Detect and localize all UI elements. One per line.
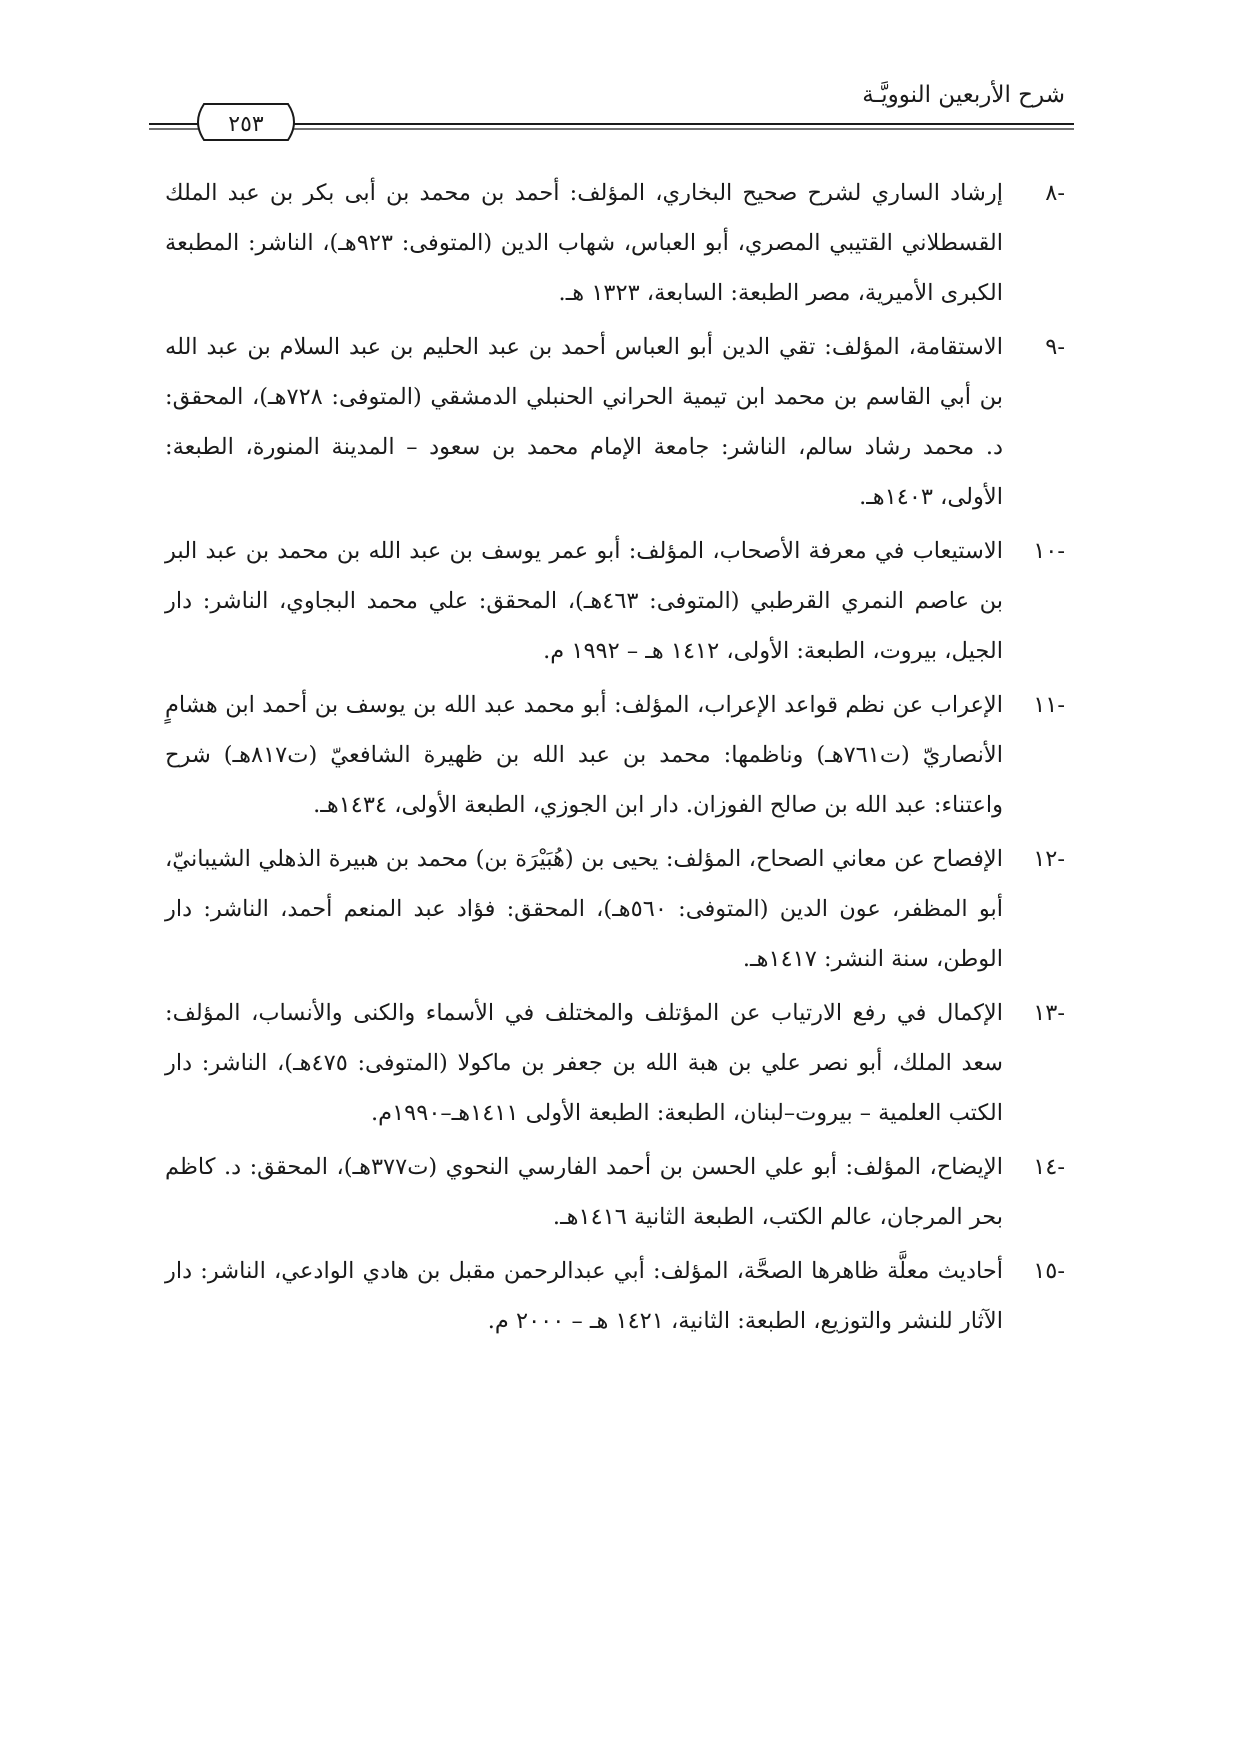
bibliography-entry [165,988,1065,1138]
bibliography-entry [165,680,1065,830]
entry-number: -١٠ [1033,538,1065,564]
bibliography-entry [165,1246,1065,1346]
entry-text: أحاديث معلَّة ظاهرها الصحَّة، المؤلف: أبي عبدالرحمن مقبل بن هادي الوادعي، الناشر: دار الآثار للنشر والتوزيع، الطبعة: الثانية، ١٤٢١ هـ – ٢٠٠٠ م. [165,1258,1003,1334]
entry-text: الإكمال في رفع الارتياب عن المؤتلف والمختلف في الأسماء والكنى والأنساب، المؤلف: سعد الملك، أبو نصر علي بن هبة الله بن جعفر بن ماكولا (المتوفى: ٤٧٥هـ)، الناشر: دار الكتب العلمية – بيروت–لبنان، الطبعة: الطبعة الأولى ١٤١١هـ–١٩٩٠م. [165,1000,1003,1126]
bibliography-entry [165,834,1065,984]
page-number: ٢٥٣ [228,112,264,137]
running-header-title: شرح الأربعين النوويَّـة [862,82,1065,108]
entry-text: الاستيعاب في معرفة الأصحاب، المؤلف: أبو عمر يوسف بن عبد الله بن محمد بن عبد البر بن عاصم النمري القرطبي (المتوفى: ٤٦٣هـ)، المحقق: علي محمد البجاوي، الناشر: دار الجيل، بيروت، الطبعة: الأولى، ١٤١٢ هـ – ١٩٩٢ م. [165,538,1003,664]
entry-number: -١٣ [1033,1000,1065,1026]
entry-text: الإيضاح، المؤلف: أبو علي الحسن بن أحمد الفارسي النحوي (ت٣٧٧هـ)، المحقق: د. كاظم بحر المرجان، عالم الكتب، الطبعة الثانية ١٤١٦هـ. [165,1154,1003,1230]
bibliography-list [165,168,1065,1350]
entry-text: الإفصاح عن معاني الصحاح، المؤلف: يحيى بن (هُبَيْرَة بن) محمد بن هبيرة الذهلي الشيبانيّ، أبو المظفر، عون الدين (المتوفى: ٥٦٠هـ)، المحقق: فؤاد عبد المنعم أحمد، الناشر: دار الوطن، سنة النشر: ١٤١٧هـ. [165,846,1003,972]
entry-number: -١١ [1033,692,1065,718]
entry-number: -١٤ [1033,1154,1065,1180]
entry-number: -٨ [1045,180,1065,206]
bibliography-entry [165,322,1065,522]
bibliography-entry [165,1142,1065,1242]
bibliography-entry [165,526,1065,676]
entry-number: -١٢ [1033,846,1065,872]
entry-text: الاستقامة، المؤلف: تقي الدين أبو العباس أحمد بن عبد الحليم بن عبد السلام بن عبد الله بن أبي القاسم بن محمد ابن تيمية الحراني الحنبلي الدمشقي (المتوفى: ٧٢٨هـ)، المحقق: د. محمد رشاد سالم، الناشر: جامعة الإمام محمد بن سعود – المدينة المنورة، الطبعة: الأولى، ١٤٠٣هـ. [165,334,1003,510]
entry-number: -١٥ [1033,1258,1065,1284]
entry-number: -٩ [1045,334,1065,360]
entry-text: إرشاد الساري لشرح صحيح البخاري، المؤلف: أحمد بن محمد بن أبى بكر بن عبد الملك القسطلاني القتيبي المصري، أبو العباس، شهاب الدين (المتوفى: ٩٢٣هـ)، الناشر: المطبعة الكبرى الأميرية، مصر الطبعة: السابعة، ١٣٢٣ هـ. [165,180,1003,306]
bibliography-entry [165,168,1065,318]
entry-text: الإعراب عن نظم قواعد الإعراب، المؤلف: أبو محمد عبد الله بن يوسف بن أحمد ابن هشامٍ الأنصاريّ (ت٧٦١هـ) وناظمها: محمد بن عبد الله بن ظهيرة الشافعيّ (ت٨١٧هـ) شرح واعتناء: عبد الله بن صالح الفوزان. دار ابن الجوزي، الطبعة الأولى، ١٤٣٤هـ. [165,692,1003,818]
